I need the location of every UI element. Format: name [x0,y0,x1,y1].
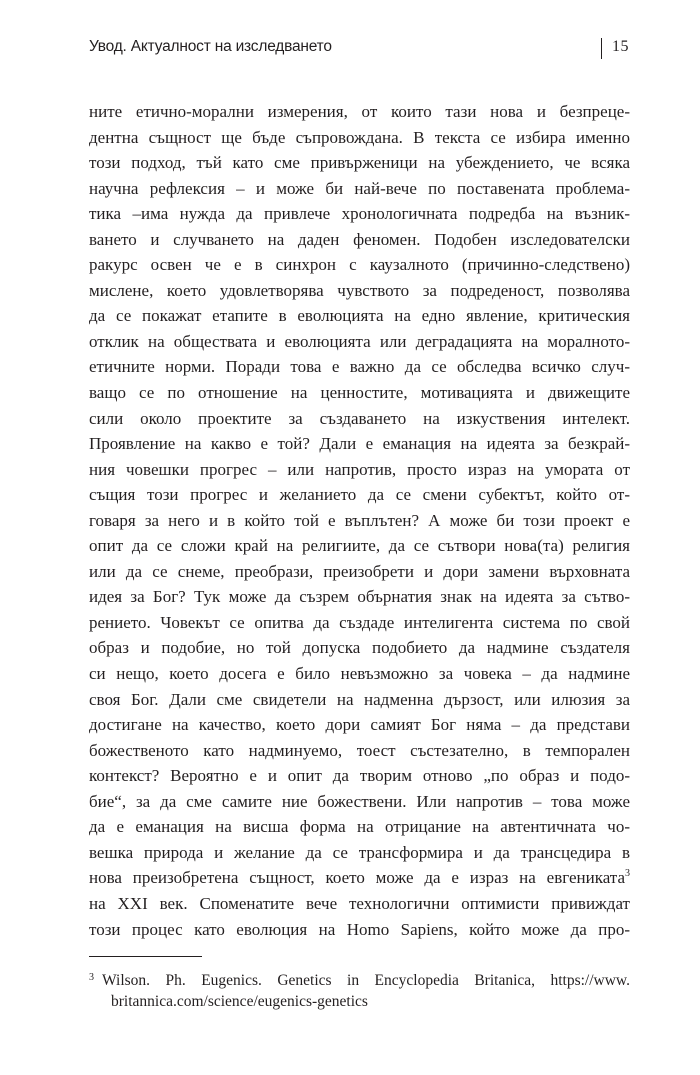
text-line: бие“, за да сме самите ние божествени. Или напротив – това може [89,791,630,811]
text-line: или да се снеме, преобрази, преизобрети и дори замени върховната [89,561,630,581]
text-line: контекст? Вероятно е и опит да творим отново „по образ и подо- [89,766,630,786]
text-line: да се покажат етапите в еволюцията на едно явление, критическия [89,306,630,326]
footnote-link[interactable]: britannica.com/science/eugenics-genetics [111,993,368,1010]
text-line: да е еманация на висша форма на отрицание на автентичната чо- [89,817,630,837]
text-line: мислене, което удовлетворява чувството за подреденост, позволява [89,280,630,300]
text-line: Проявление на какво е той? Дали е еманация на идеята за безкрай- [89,434,630,454]
page-number: 15 [612,38,629,55]
text-line: отклик на обществата и еволюцията или деградацията на моралното- [89,331,630,351]
footnote [89,966,630,1014]
text-line: божественото като надминуемо, тоест състезателно, в темпорален [89,740,630,760]
text-line: същия този прогрес и желанието да се смени субектът, който от- [89,485,630,505]
footnote-reference[interactable]: 3 [625,868,630,880]
text-line: ракурс освен че е в синхрон с каузалното (причинно-следствено) [89,255,630,275]
text-line: ването и случването на даден феномен. Подобен изследователски [89,229,630,249]
running-header-title: Увод. Актуалност на изследването [89,38,332,55]
text-line: достигане на качество, което дори самият Бог няма – да представи [89,715,630,735]
text-line: опит да се сложи край на религиите, да се сътвори нова(та) религия [89,536,630,556]
text-line: образ и подобие, но той допуска подобието да надмине създателя [89,638,630,658]
text-line: вешка природа и желание да се трансформира и да трансцедира в [89,842,630,862]
text-line: сили около проектите за създаването на изкуствения интелект. [89,408,630,428]
footnote-marker: 3 [89,972,94,983]
text-line: етичните норми. Поради това е важно да се обследва всичко случ- [89,357,630,377]
text-line-content: нова преизобретена същност, което може да е израз на евгениката [89,868,625,888]
text-line-with-footnote [89,865,630,891]
footnote-text: Wilson. Ph. Eugenics. Genetics in Encyclopedia Britanica, https://www. [102,972,630,989]
body-text [89,99,630,942]
text-line: тика –има нужда да привлече хронологичната подредба на възник- [89,204,630,224]
text-line: си нещо, което досега е било невъзможно за човека – да надмине [89,664,630,684]
text-line: на XXI век. Споменатите вече технологични оптимисти привиждат [89,893,630,913]
footnote-line [89,966,630,990]
text-line: своя Бог. Дали сме свидетели на надменна дързост, или илюзия за [89,689,630,709]
text-line: идея за Бог? Тук може да съзрем обърнатия знак на идеята за сътво- [89,587,630,607]
footnote-separator [89,956,202,957]
text-line: ния човешки прогрес – или напротив, просто израз на умората от [89,459,630,479]
text-line: този подход, тъй като сме привърженици на убеждението, че всяка [89,153,630,173]
text-line: ващо се по отношение на ценностите, мотивацията и движещите [89,383,630,403]
text-line: ните етично-морални измерения, от които тази нова и безпреце- [89,102,630,121]
text-line: говаря за него и в който той е въплътен? А може би този проект е [89,510,630,530]
text-line: рението. Човекът се опитва да създаде интелигента система по свой [89,612,630,632]
text-line: този процес като еволюция на Homo Sapiens, който може да про- [89,919,630,939]
text-line: дентна същност ще бъде съпровождана. В текста се избира именно [89,127,630,147]
header-separator [601,38,602,59]
running-header [89,38,629,62]
text-line: научна рефлексия – и може би най-вече по поставената проблема- [89,178,630,198]
